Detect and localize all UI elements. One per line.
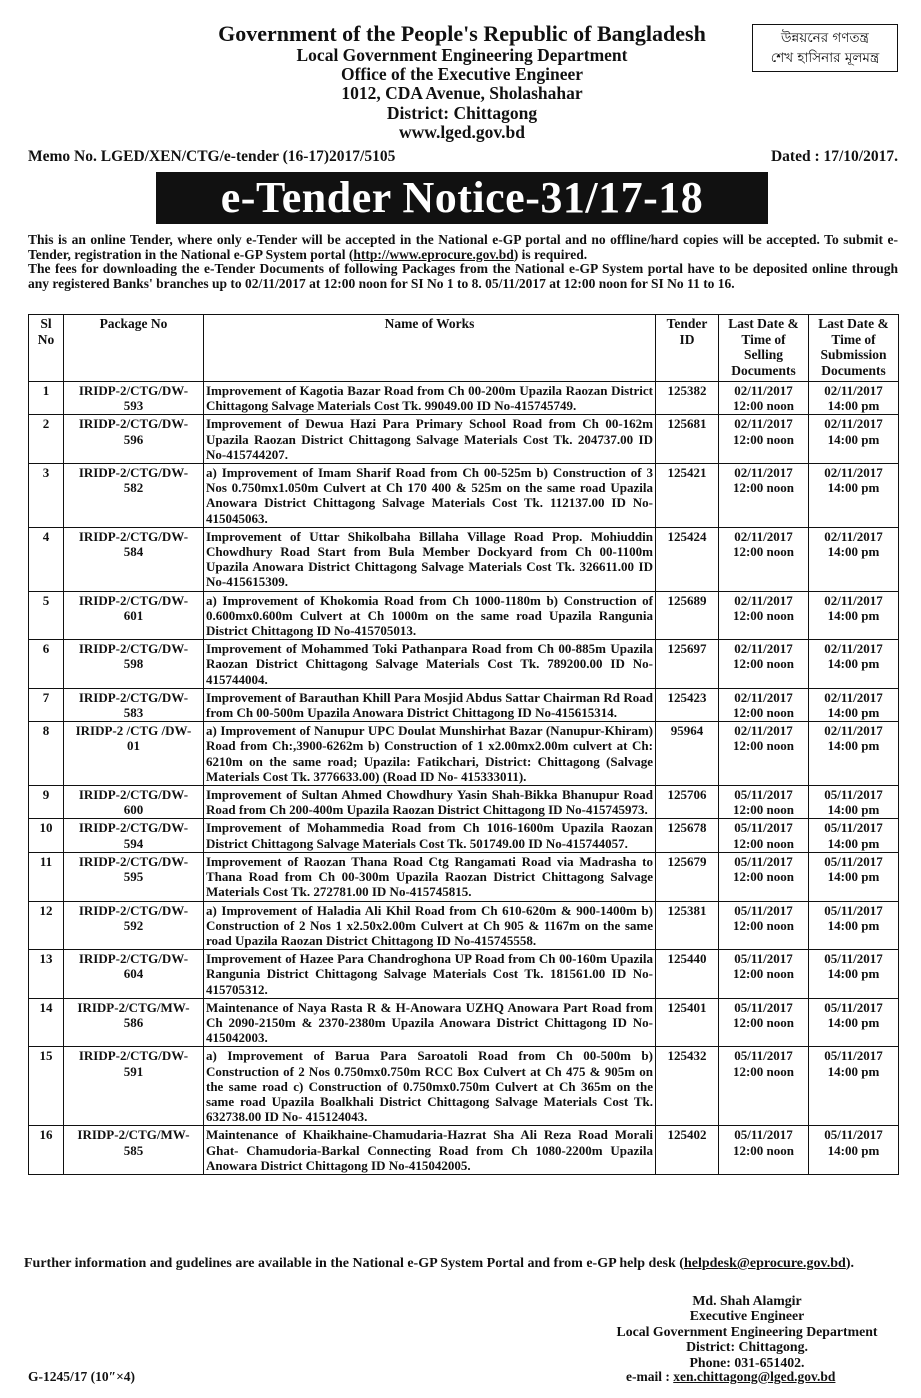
cell-sl: 4 [29, 527, 64, 591]
submission-time: 14:00 pm [827, 835, 880, 851]
selling-time: 12:00 noon [732, 1142, 795, 1158]
table-row [29, 382, 899, 415]
package-line-2: 583 [123, 705, 144, 721]
cell-submission [809, 640, 899, 689]
selling-date: 02/11/2017 [734, 723, 793, 739]
cell-tender-id: 125706 [656, 786, 719, 819]
submission-time: 14:00 pm [827, 1142, 880, 1158]
cell-package [64, 640, 204, 689]
cell-submission [809, 382, 899, 415]
cell-sl: 13 [29, 950, 64, 999]
cell-tender-id: 125402 [656, 1126, 719, 1175]
selling-date: 05/11/2017 [734, 787, 793, 803]
package-line-2: 592 [123, 917, 144, 933]
submission-date: 05/11/2017 [824, 999, 883, 1015]
submission-date: 05/11/2017 [824, 902, 883, 918]
cell-selling [719, 786, 809, 819]
package-line-2: 594 [123, 835, 144, 851]
cell-work: a) Improvement of Nanupur UPC Doulat Munshirhat Bazar (Nanupur-Khiram) Road from Ch:,3900-6262m b) Construction of 1 x2.00mx2.00m culvert at Ch: 6210m on the same road; Upazila: Fatikchari, District: Chittagong (Salvage Materials Cost Tk. 3776633.00) (Road ID No- 415333011). [204, 722, 656, 786]
package-line-2: 585 [123, 1142, 144, 1158]
signer-department: Local Government Engineering Department [616, 1323, 878, 1339]
cell-submission [809, 1047, 899, 1126]
cell-submission [809, 1126, 899, 1175]
cell-tender-id: 125678 [656, 819, 719, 852]
cell-selling [719, 852, 809, 901]
table-row [29, 1126, 899, 1175]
submission-time: 14:00 pm [827, 1014, 880, 1030]
signer-phone: Phone: 031-651402. [689, 1354, 805, 1370]
cell-work: Maintenance of Khaikhaine-Chamudaria-Hazrat Sha Ali Reza Road Morali Ghat- Chamudoria-Barkal Connecting Road from Ch 1080-2200m Upazila Anowara District Chittagong ID No-415042005. [204, 1126, 656, 1175]
table-row [29, 786, 899, 819]
header-sl: Sl No [29, 315, 64, 382]
further-info [24, 1256, 898, 1272]
submission-time: 14:00 pm [827, 607, 880, 623]
selling-date: 05/11/2017 [734, 820, 793, 836]
table-row [29, 688, 899, 721]
submission-time: 14:00 pm [827, 1063, 880, 1079]
packages-table [28, 314, 899, 1175]
selling-date: 02/11/2017 [734, 416, 793, 432]
cell-sl: 9 [29, 786, 64, 819]
cell-tender-id: 125381 [656, 901, 719, 950]
package-line-1: IRIDP-2/CTG/DW- [78, 689, 189, 705]
cell-work: Improvement of Raozan Thana Road Ctg Rangamati Road via Madrasha to Thana Road from Ch 00-300m Upazila Raozan District Chittagong Salvage Materials Cost Tk. 272781.00 ID No-415745815. [204, 852, 656, 901]
submission-date: 05/11/2017 [824, 1127, 883, 1143]
cell-tender-id: 125424 [656, 527, 719, 591]
signer-name: Md. Shah Alamgir [692, 1293, 802, 1308]
cell-package [64, 415, 204, 464]
cell-selling [719, 591, 809, 640]
table-row [29, 998, 899, 1047]
package-line-1: IRIDP-2/CTG/DW- [78, 641, 189, 657]
intro-paragraph-1 [28, 233, 898, 262]
submission-date: 05/11/2017 [824, 951, 883, 967]
cell-selling [719, 998, 809, 1047]
package-line-2: 600 [123, 802, 144, 818]
header-tender-id: Tender ID [656, 315, 719, 382]
selling-time: 12:00 noon [732, 1063, 795, 1079]
submission-date: 05/11/2017 [824, 1048, 883, 1064]
selling-time: 12:00 noon [732, 966, 795, 982]
selling-time: 12:00 noon [732, 431, 795, 447]
cell-package [64, 382, 204, 415]
cell-package [64, 1126, 204, 1175]
selling-date: 05/11/2017 [734, 1048, 793, 1064]
table-row [29, 819, 899, 852]
selling-date: 02/11/2017 [734, 528, 793, 544]
cell-work: a) Improvement of Khokomia Road from Ch 1000-1180m b) Construction of 0.600mx0.600m Culvert at Ch 1000m on the same road Upazila Rangunia District Chittagong ID No-415705013. [204, 591, 656, 640]
header-district: District: Chittagong [386, 102, 538, 123]
table-row [29, 527, 899, 591]
intro-p1-start: This is an online Tender, where only e-Tender will be accepted in the National e-GP portal and no offline/hard copies will be accepted. To submit e-Tender, registration in the National e-GP System portal ( [28, 232, 898, 262]
cell-package [64, 1047, 204, 1126]
cell-sl: 2 [29, 415, 64, 464]
cell-work: Improvement of Sultan Ahmed Chowdhury Yasin Shah-Bikka Bhanupur Road Road from Ch 200-400m Upazila Raozan District Chittagong ID No-415745973. [204, 786, 656, 819]
selling-time: 12:00 noon [732, 607, 795, 623]
selling-time: 12:00 noon [732, 398, 795, 414]
selling-date: 05/11/2017 [734, 1127, 793, 1143]
header-address: 1012, CDA Avenue, Sholashahar [341, 83, 583, 104]
cell-sl: 14 [29, 998, 64, 1047]
cell-package [64, 688, 204, 721]
slogan-box [752, 24, 898, 72]
table-row [29, 591, 899, 640]
signer-district: District: Chittagong. [686, 1339, 808, 1355]
submission-date: 05/11/2017 [824, 820, 883, 836]
cell-selling [719, 722, 809, 786]
submission-date: 02/11/2017 [824, 592, 883, 608]
selling-time: 12:00 noon [732, 705, 795, 721]
cell-submission [809, 950, 899, 999]
table-row [29, 722, 899, 786]
submission-date: 02/11/2017 [824, 528, 883, 544]
package-line-1: IRIDP-2/CTG/DW- [78, 902, 189, 918]
submission-time: 14:00 pm [827, 480, 880, 496]
submission-date: 02/11/2017 [824, 416, 883, 432]
footnote-code: G-1245/17 (10″×4) [28, 1369, 136, 1384]
selling-date: 02/11/2017 [734, 592, 793, 608]
cell-selling [719, 382, 809, 415]
package-line-1: IRIDP-2/CTG/DW- [78, 592, 189, 608]
package-line-1: IRIDP-2/CTG/DW- [78, 853, 189, 869]
cell-submission [809, 852, 899, 901]
intro-p1-end: ) is required. [513, 246, 588, 262]
submission-date: 05/11/2017 [824, 787, 883, 803]
cell-work: Improvement of Uttar Shikolbaha Billaha Village Road Prop. Mohiuddin Chowdhury Road Start from Bula Member Dockyard from Ch 00-1100m Upazila Anowara District Chittagong Salvage Materials Cost Tk. 326611.00 ID No-415615309. [204, 527, 656, 591]
cell-selling [719, 464, 809, 528]
selling-time: 12:00 noon [732, 802, 795, 818]
table-body [29, 382, 899, 1175]
selling-time: 12:00 noon [732, 738, 795, 754]
package-line-1: IRIDP-2 /CTG /DW- [75, 723, 192, 739]
cell-sl: 11 [29, 852, 64, 901]
header-submission: Last Date & Time of Submission Documents [809, 315, 899, 382]
cell-selling [719, 1126, 809, 1175]
package-line-1: IRIDP-2/CTG/DW- [78, 528, 189, 544]
table-row [29, 415, 899, 464]
package-line-2: 596 [123, 431, 144, 447]
cell-sl: 15 [29, 1047, 64, 1126]
package-line-2: 591 [123, 1063, 144, 1079]
cell-work: a) Improvement of Barua Para Saroatoli Road from Ch 00-500m b) Construction of 2 Nos 0.750mx0.750m RCC Box Culvert at Ch 475 & 905m on the same road c) Construction of 0.750mx0.750m Culvert at Ch 365m on the same road Upazila Boalkhali District Chittagong Salvage Materials Cost Tk. 632738.00 ID No- 415124043. [204, 1047, 656, 1126]
selling-date: 05/11/2017 [734, 951, 793, 967]
selling-date: 02/11/2017 [734, 465, 793, 481]
further-text: Further information and gudelines are available in the National e-GP System Portal and from e-GP help desk ( [24, 1256, 684, 1271]
email-label: e-mail : [626, 1369, 674, 1384]
cell-selling [719, 527, 809, 591]
submission-time: 14:00 pm [827, 802, 880, 818]
cell-package [64, 852, 204, 901]
package-line-2: 595 [123, 869, 144, 885]
cell-tender-id: 125679 [656, 852, 719, 901]
cell-work: Improvement of Mohammedia Road from Ch 1016-1600m Upazila Raozan District Chittagong Salvage Materials Cost Tk. 501749.00 ID No-415744057. [204, 819, 656, 852]
table-row [29, 950, 899, 999]
selling-time: 12:00 noon [732, 544, 795, 560]
cell-work: Improvement of Barauthan Khill Para Mosjid Abdus Sattar Chairman Rd Road from Ch 00-500m Upazila Anowara District Chittagong ID No-415615314. [204, 688, 656, 721]
table-row [29, 852, 899, 901]
cell-tender-id: 125697 [656, 640, 719, 689]
package-line-2: 582 [123, 480, 144, 496]
cell-sl: 6 [29, 640, 64, 689]
package-line-1: IRIDP-2/CTG/MW- [77, 999, 190, 1015]
table-row [29, 640, 899, 689]
signature-block [560, 1293, 921, 1370]
header-selling: Last Date & Time of Selling Documents [719, 315, 809, 382]
cell-package [64, 901, 204, 950]
selling-time: 12:00 noon [732, 917, 795, 933]
submission-date: 02/11/2017 [824, 383, 883, 398]
cell-submission [809, 786, 899, 819]
cell-selling [719, 819, 809, 852]
package-line-2: 598 [123, 656, 144, 672]
header-department: Local Government Engineering Department [296, 45, 628, 65]
cell-tender-id: 125681 [656, 415, 719, 464]
eprocure-link[interactable]: http://www.eprocure.gov.bd [353, 246, 514, 262]
submission-date: 02/11/2017 [824, 641, 883, 657]
cell-sl: 16 [29, 1126, 64, 1175]
selling-date: 05/11/2017 [734, 902, 793, 918]
cell-package [64, 464, 204, 528]
cell-sl: 12 [29, 901, 64, 950]
cell-submission [809, 722, 899, 786]
intro-text [28, 233, 898, 291]
cell-tender-id: 125421 [656, 464, 719, 528]
cell-package [64, 998, 204, 1047]
table-row [29, 1047, 899, 1126]
cell-package [64, 786, 204, 819]
selling-date: 02/11/2017 [734, 383, 793, 398]
selling-time: 12:00 noon [732, 869, 795, 885]
submission-time: 14:00 pm [827, 656, 880, 672]
cell-submission [809, 527, 899, 591]
selling-time: 12:00 noon [732, 480, 795, 496]
package-line-2: 593 [123, 398, 144, 414]
submission-time: 14:00 pm [827, 917, 880, 933]
cell-package [64, 527, 204, 591]
submission-time: 14:00 pm [827, 431, 880, 447]
package-line-2: 586 [123, 1014, 144, 1030]
package-line-1: IRIDP-2/CTG/DW- [78, 820, 189, 836]
selling-time: 12:00 noon [732, 1014, 795, 1030]
cell-selling [719, 950, 809, 999]
cell-tender-id: 125423 [656, 688, 719, 721]
header-office: Office of the Executive Engineer [340, 64, 584, 85]
cell-work: a) Improvement of Imam Sharif Road from Ch 00-525m b) Construction of 3 Nos 0.750mx1.050m Culvert at Ch 170 400 & 525m on the same road Upazila Anowara District Chittagong Salvage Materials Cost Tk. 112137.00 ID No-415045063. [204, 464, 656, 528]
cell-sl: 7 [29, 688, 64, 721]
cell-sl: 5 [29, 591, 64, 640]
submission-date: 02/11/2017 [824, 723, 883, 739]
cell-submission [809, 464, 899, 528]
header-website: www.lged.gov.bd [399, 121, 525, 142]
cell-tender-id: 95964 [656, 722, 719, 786]
submission-date: 02/11/2017 [824, 689, 883, 705]
package-line-1: IRIDP-2/CTG/DW- [78, 383, 189, 398]
package-line-2: 584 [123, 544, 144, 560]
slogan-line-1: উন্নয়নের গণতন্ত্র [781, 30, 869, 46]
email-link[interactable]: xen.chittagong@lged.gov.bd [673, 1369, 836, 1384]
cell-selling [719, 1047, 809, 1126]
cell-tender-id: 125689 [656, 591, 719, 640]
cell-selling [719, 688, 809, 721]
slogan-line-2: শেখ হাসিনার মূলমন্ত্র [770, 50, 880, 66]
cell-work: Improvement of Mohammed Toki Pathanpara Road from Ch 00-885m Upazila Raozan District Chittagong Salvage Materials Cost Tk. 789200.00 ID No-415744004. [204, 640, 656, 689]
selling-date: 02/11/2017 [734, 689, 793, 705]
cell-submission [809, 591, 899, 640]
cell-submission [809, 688, 899, 721]
cell-sl: 3 [29, 464, 64, 528]
cell-sl: 1 [29, 382, 64, 415]
table-header-row [29, 315, 899, 382]
intro-paragraph-2: The fees for downloading the e-Tender Documents of following Packages from the National e-GP System portal have to be deposited online through any registered Banks' branches up to 02/11/2017 at 12:00 noon for SI No 1 to 8. 05/11/2017 at 12:00 noon for SI No 11 to 16. [28, 261, 898, 291]
package-line-1: IRIDP-2/CTG/DW- [78, 416, 189, 432]
cell-work: Maintenance of Naya Rasta R & H-Anowara UZHQ Anowara Part Road from Ch 2090-2150m & 2370-2380m Upazila Anowara District Chittagong ID No-415042003. [204, 998, 656, 1047]
cell-package [64, 591, 204, 640]
table-row [29, 464, 899, 528]
selling-date: 05/11/2017 [734, 853, 793, 869]
package-line-1: IRIDP-2/CTG/DW- [78, 1048, 189, 1064]
office-header [150, 22, 774, 142]
submission-time: 14:00 pm [827, 738, 880, 754]
cell-submission [809, 901, 899, 950]
header-package: Package No [64, 315, 204, 382]
header-works: Name of Works [204, 315, 656, 382]
cell-sl: 8 [29, 722, 64, 786]
submission-time: 14:00 pm [827, 398, 880, 414]
cell-submission [809, 998, 899, 1047]
selling-time: 12:00 noon [732, 835, 795, 851]
submission-date: 05/11/2017 [824, 853, 883, 869]
cell-work: a) Improvement of Haladia Ali Khil Road from Ch 610-620m & 900-1400m b) Construction of 2 Nos 1 x2.50x2.00m Culvert at Ch 905 & 1167m on the same road Upazila Raozan District Chittagong ID No-415745558. [204, 901, 656, 950]
selling-date: 05/11/2017 [734, 999, 793, 1015]
cell-selling [719, 901, 809, 950]
package-line-2: 01 [127, 738, 140, 754]
package-line-1: IRIDP-2/CTG/DW- [78, 951, 189, 967]
header-government: Government of the People's Republic of Bangladesh [218, 21, 706, 46]
helpdesk-link[interactable]: helpdesk@eprocure.gov.bd [683, 1256, 846, 1271]
cell-tender-id: 125432 [656, 1047, 719, 1126]
submission-time: 14:00 pm [827, 544, 880, 560]
cell-work: Improvement of Kagotia Bazar Road from Ch 00-200m Upazila Raozan District Chittagong Salvage Materials Cost Tk. 99049.00 ID No-415745749. [204, 382, 656, 415]
cell-package [64, 950, 204, 999]
cell-tender-id: 125440 [656, 950, 719, 999]
cell-tender-id: 125401 [656, 998, 719, 1047]
submission-time: 14:00 pm [827, 869, 880, 885]
cell-selling [719, 415, 809, 464]
selling-time: 12:00 noon [732, 656, 795, 672]
signer-title: Executive Engineer [689, 1308, 805, 1324]
cell-submission [809, 819, 899, 852]
cell-selling [719, 640, 809, 689]
submission-time: 14:00 pm [827, 705, 880, 721]
notice-title: e-Tender Notice-31/17-18 [156, 172, 768, 224]
cell-package [64, 819, 204, 852]
memo-number: Memo No. LGED/XEN/CTG/e-tender (16-17)2017/5105 [28, 148, 396, 165]
selling-date: 02/11/2017 [734, 641, 793, 657]
contact-email [626, 1369, 835, 1385]
package-line-2: 601 [123, 607, 144, 623]
notice-date: Dated : 17/10/2017. [770, 148, 898, 165]
cell-package [64, 722, 204, 786]
cell-tender-id: 125382 [656, 382, 719, 415]
package-line-1: IRIDP-2/CTG/MW- [77, 1127, 190, 1143]
submission-time: 14:00 pm [827, 966, 880, 982]
cell-work: Improvement of Dewua Hazi Para Primary School Road from Ch 00-162m Upazila Raozan District Chittagong Salvage Materials Cost Tk. 204737.00 ID No-415744207. [204, 415, 656, 464]
package-line-1: IRIDP-2/CTG/DW- [78, 787, 189, 803]
package-line-1: IRIDP-2/CTG/DW- [78, 465, 189, 481]
further-end: ). [845, 1256, 854, 1271]
cell-work: Improvement of Hazee Para Chandroghona UP Road from Ch 00-160m Upazila Rangunia District Chittagong Salvage Materials Cost Tk. 181561.00 ID No- 415705312. [204, 950, 656, 999]
package-line-2: 604 [123, 966, 144, 982]
table-row [29, 901, 899, 950]
cell-sl: 10 [29, 819, 64, 852]
cell-submission [809, 415, 899, 464]
submission-date: 02/11/2017 [824, 465, 883, 481]
